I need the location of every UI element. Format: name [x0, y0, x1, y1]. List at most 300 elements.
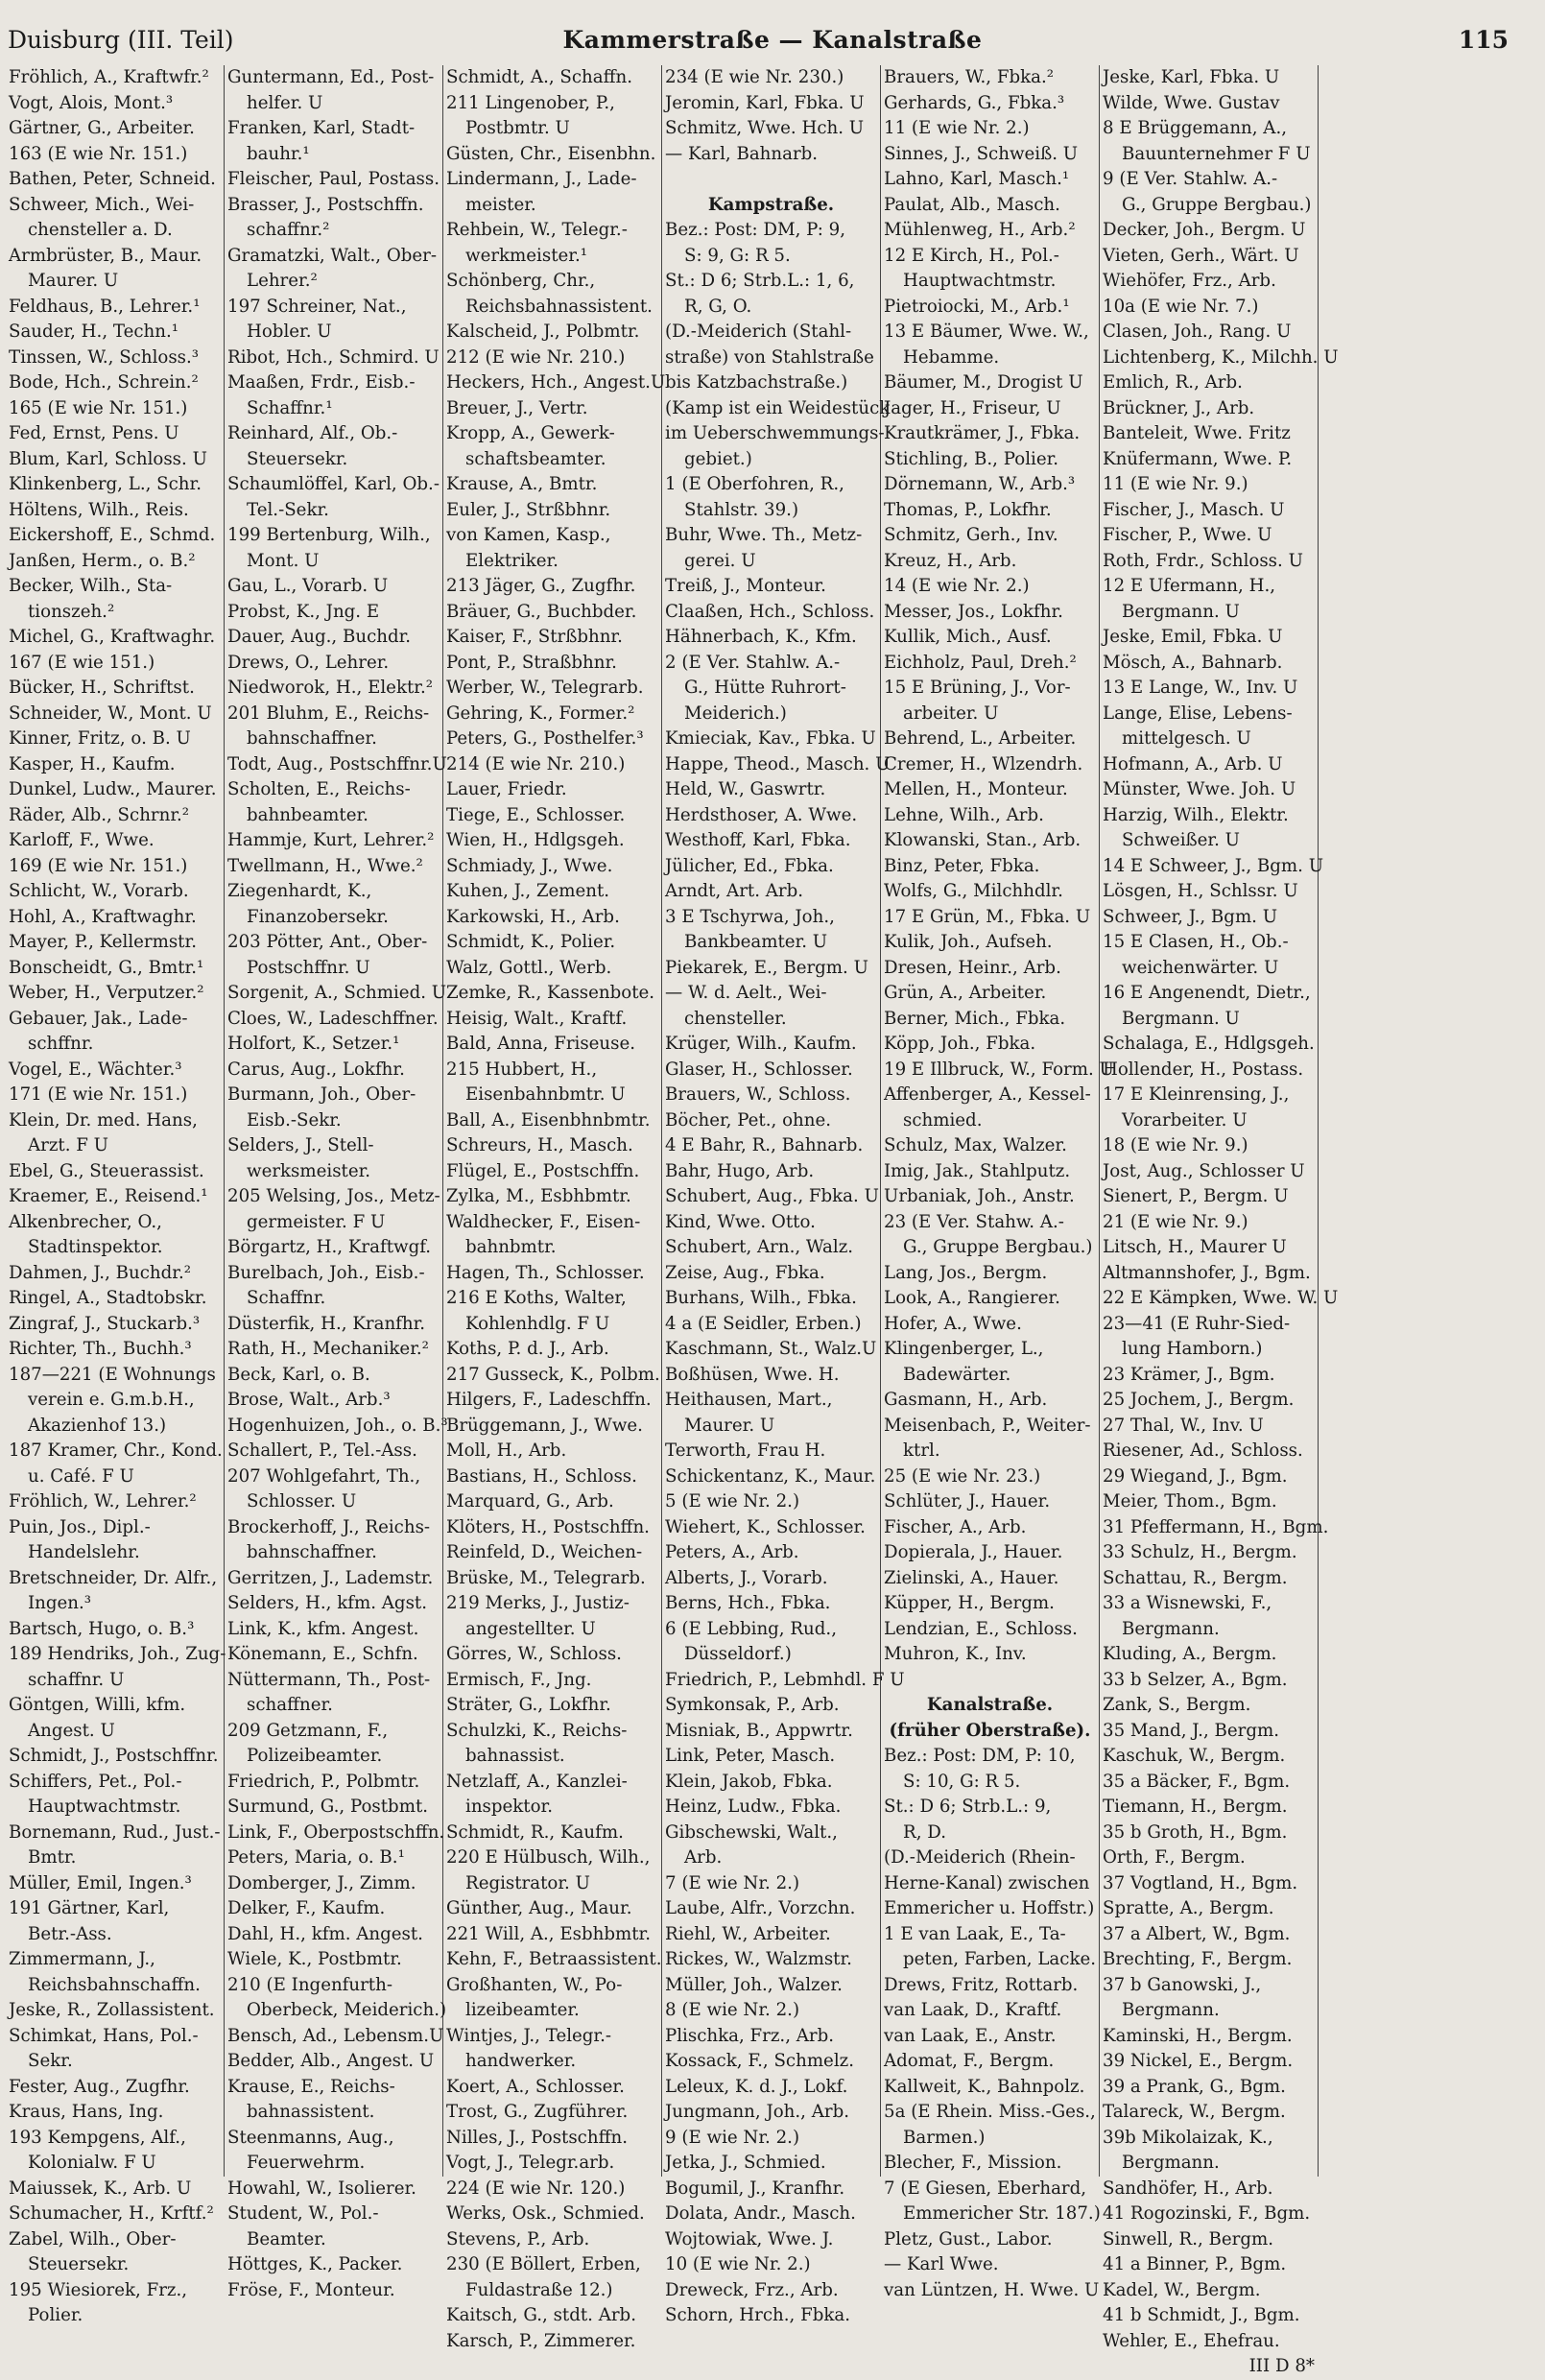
directory-entry-line: 199 Bertenburg, Wilh.,: [227, 525, 431, 545]
directory-entry-line: Burmann, Joh., Ober-: [227, 1084, 416, 1105]
directory-entry-line: straße) von Stahlstraße: [665, 346, 874, 368]
directory-entry-line: (D.-Meiderich (Stahl-: [665, 321, 852, 342]
directory-entry-line: Vogel, E., Wächter.³: [9, 1059, 182, 1080]
directory-entry-line: Krautkrämer, J., Fbka.: [884, 423, 1081, 443]
directory-entry-line: Fröhlich, A., Kraftwfr.²: [9, 67, 209, 87]
directory-entry-line: Messer, Jos., Lokfhr.: [884, 601, 1063, 622]
directory-entry-line: Göntgen, Willi, kfm.: [9, 1695, 186, 1715]
directory-entry-line: schaffner.: [247, 1695, 333, 1715]
directory-entry-line: Kluding, A., Bergm.: [1103, 1644, 1277, 1664]
directory-entry-line: 10a (E wie Nr. 7.): [1103, 296, 1259, 317]
directory-entry-line: Fed, Ernst, Pens. U: [9, 423, 179, 443]
directory-entry-line: Buhr, Wwe. Th., Metz-: [665, 525, 863, 545]
directory-entry-line: Bez.: Post: DM, P: 9,: [665, 220, 846, 240]
directory-entry-line: Dolata, Andr., Masch.: [665, 2203, 856, 2224]
directory-entry-line: Jungmann, Joh., Arb.: [665, 2102, 849, 2122]
directory-entry-line: Schallert, P., Tel.-Ass.: [227, 1440, 417, 1461]
directory-entry-line: Dahmen, J., Buchdr.²: [9, 1262, 192, 1283]
directory-entry-line: Decker, Joh., Bergm. U: [1103, 220, 1306, 240]
directory-entry-line: im Ueberschwemmungs-: [665, 423, 885, 443]
directory-entry-line: Gau, L., Vorarb. U: [227, 576, 389, 596]
directory-entry-line: Bald, Anna, Friseuse.: [446, 1034, 636, 1054]
directory-entry-line: 169 (E wie Nr. 151.): [9, 855, 188, 876]
directory-entry-line: Hauptwachtmstr.: [28, 1797, 181, 1817]
directory-entry-line: Werks, Osk., Schmied.: [446, 2203, 645, 2224]
directory-entry-line: Probst, K., Jng. E: [227, 601, 380, 622]
directory-entry-line: Schmidt, R., Kaufm.: [446, 1821, 624, 1843]
directory-entry-line: 21 (E wie Nr. 9.): [1103, 1211, 1248, 1232]
directory-entry-line: van Lüntzen, H. Wwe. U: [884, 2279, 1100, 2300]
directory-entry-line: Handelslehr.: [28, 1542, 140, 1562]
directory-entry-line: Bäumer, M., Drogist U: [884, 372, 1083, 393]
directory-entry-line: Dahl, H., kfm. Angest.: [227, 1923, 423, 1944]
directory-entry-line: Wehler, E., Ehefrau.: [1103, 2330, 1280, 2351]
directory-entry-line: Symkonsak, P., Arb.: [665, 1695, 840, 1715]
directory-entry-line: Finanzobersekr.: [247, 906, 389, 927]
directory-entry-line: 1 E van Laak, E., Ta-: [884, 1923, 1066, 1944]
directory-entry-line: Bahr, Hugo, Arb.: [665, 1160, 815, 1181]
directory-entry-line: — W. d. Aelt., Wei-: [665, 983, 827, 1003]
directory-entry-line: 15 E Brüning, J., Vor-: [884, 678, 1071, 698]
directory-entry-line: 17 E Kleinrensing, J.,: [1103, 1084, 1290, 1105]
directory-entry-line: Wiehert, K., Schlosser.: [665, 1516, 866, 1537]
directory-entry-line: Dunkel, Ludw., Maurer.: [9, 779, 217, 799]
directory-entry-line: Münster, Wwe. Joh. U: [1103, 779, 1296, 799]
directory-entry-line: Lange, Elise, Lebens-: [1103, 702, 1293, 724]
directory-entry-line: Kasper, H., Kaufm.: [9, 753, 176, 774]
directory-entry-line: Bathen, Peter, Schneid.: [9, 169, 216, 189]
directory-entry-line: Kullik, Mich., Ausf.: [884, 627, 1052, 647]
directory-entry-line: Bez.: Post: DM, P: 10,: [884, 1746, 1076, 1766]
directory-entry-line: Lendzian, E., Schloss.: [884, 1618, 1078, 1639]
directory-entry-line: Becker, Wilh., Sta-: [9, 576, 173, 596]
directory-entry-line: mittelgesch. U: [1122, 728, 1251, 749]
directory-entry-line: Vorarbeiter. U: [1122, 1109, 1248, 1130]
directory-entry-line: Jülicher, Ed., Fbka.: [665, 855, 834, 876]
directory-entry-line: 209 Getzmann, F.,: [227, 1720, 389, 1741]
directory-entry-line: Stichling, B., Polier.: [884, 448, 1059, 469]
directory-entry-line: Link, Peter, Masch.: [665, 1746, 836, 1766]
directory-entry-line: helfer. U: [247, 92, 323, 113]
directory-entry-line: 11 (E wie Nr. 9.): [1103, 474, 1248, 494]
directory-entry-line: Großhanten, W., Po-: [446, 1974, 623, 1995]
directory-entry-line: Kehn, F., Betraassistent.: [446, 1949, 662, 1969]
directory-entry-line: 22 E Kämpken, Wwe. W. U: [1103, 1288, 1339, 1308]
directory-entry-line: Fröhlich, W., Lehrer.²: [9, 1491, 197, 1511]
directory-entry-line: Trost, G., Zugführer.: [446, 2102, 629, 2122]
directory-entry-line: Michel, G., Kraftwaghr.: [9, 627, 216, 647]
directory-entry-line: 7 (E Giesen, Eberhard,: [884, 2178, 1087, 2199]
directory-entry-line: Beck, Karl, o. B.: [227, 1364, 370, 1385]
directory-entry-line: Lauer, Friedr.: [446, 779, 567, 799]
directory-entry-line: Pletz, Gust., Labor.: [884, 2228, 1053, 2249]
directory-entry-line: Karloff, F., Wwe.: [9, 830, 154, 850]
directory-entry-line: Schreurs, H., Masch.: [446, 1135, 633, 1155]
directory-entry-line: Mellen, H., Monteur.: [884, 779, 1068, 799]
directory-entry-line: Koert, A., Schlosser.: [446, 2076, 625, 2097]
directory-entry-line: G., Gruppe Bergbau.): [903, 1237, 1093, 1257]
directory-entry-line: 203 Pötter, Ant., Ober-: [227, 932, 428, 952]
directory-entry-line: 4 a (E Seidler, Erben.): [665, 1313, 862, 1334]
directory-entry-line: Kmieciak, Kav., Fbka. U: [665, 728, 876, 749]
directory-entry-line: Krause, A., Bmtr.: [446, 474, 598, 494]
directory-entry-line: Eisenbahnbmtr. U: [465, 1084, 626, 1105]
directory-entry-line: 33 a Wisnewski, F.,: [1103, 1593, 1272, 1613]
directory-entry-line: Wiele, K., Postbmtr.: [227, 1949, 402, 1969]
directory-entry-line: Klöters, H., Postschffn.: [446, 1516, 650, 1537]
directory-entry-line: 165 (E wie Nr. 151.): [9, 397, 188, 418]
directory-entry-line: Gerritzen, J., Lademstr.: [227, 1567, 434, 1588]
directory-entry-line: Schlüter, J., Hauer.: [884, 1491, 1051, 1511]
directory-entry-line: Eickershoff, E., Schmd.: [9, 525, 216, 545]
directory-entry-line: 189 Hendriks, Joh., Zug-: [9, 1644, 226, 1664]
directory-entry-line: Bensch, Ad., Lebensm.U: [227, 2025, 444, 2046]
directory-entry-line: van Laak, E., Anstr.: [884, 2025, 1057, 2046]
directory-entry-line: Talareck, W., Bergm.: [1103, 2102, 1286, 2122]
directory-entry-line: Schmitz, Wwe. Hch. U: [665, 118, 865, 138]
directory-entry-line: Mont. U: [247, 550, 320, 571]
directory-entry-line: Sauder, H., Techn.¹: [9, 321, 179, 342]
directory-entry-line: Wojtowiak, Wwe. J.: [665, 2228, 834, 2249]
directory-entry-line: Schmidt, K., Polier.: [446, 932, 616, 952]
directory-entry-line: Kaiser, F., Strßbhnr.: [446, 627, 623, 647]
directory-entry-line: Sinnes, J., Schweiß. U: [884, 143, 1079, 164]
directory-entry-line: Hauptwachtmstr.: [903, 271, 1057, 291]
directory-entry-line: Walz, Gottl., Werb.: [446, 957, 612, 978]
directory-entry-line: Litsch, H., Maurer U: [1103, 1237, 1287, 1257]
directory-entry-line: S: 9, G: R 5.: [684, 245, 791, 266]
directory-entry-line: 16 E Angenendt, Dietr.,: [1103, 983, 1311, 1003]
directory-entry-line: Emmericher Str. 187.): [903, 2203, 1101, 2224]
directory-entry-line: Affenberger, A., Kessel-: [884, 1084, 1091, 1105]
directory-entry-line: tionszeh.²: [28, 601, 115, 622]
directory-entry-line: Elektriker.: [465, 550, 559, 571]
directory-entry-line: Meiderich.): [684, 702, 787, 724]
directory-column-7: [1319, 65, 1537, 2177]
directory-entry-line: Altmannshofer, J., Bgm.: [1103, 1262, 1311, 1283]
directory-entry-line: schffnr.: [28, 1034, 94, 1054]
directory-entry-line: verein e. G.m.b.H.,: [28, 1390, 195, 1410]
directory-entry-line: 214 (E wie Nr. 210.): [446, 753, 626, 774]
directory-entry-line: Peters, Maria, o. B.¹: [227, 1847, 405, 1868]
directory-entry-line: bis Katzbachstraße.): [665, 372, 848, 393]
directory-entry-line: Gramatzki, Walt., Ober-: [227, 245, 438, 266]
directory-entry-line: Schmidt, A., Schaffn.: [446, 67, 633, 87]
directory-entry-line: Schumacher, H., Krftf.²: [9, 2203, 214, 2224]
directory-entry-line: Look, A., Rangierer.: [884, 1288, 1060, 1308]
directory-entry-line: 41 b Schmidt, J., Bgm.: [1103, 2305, 1300, 2325]
directory-entry-line: Wilde, Wwe. Gustav: [1103, 92, 1280, 113]
directory-entry-line: Oberbeck, Meiderich.): [247, 2000, 447, 2020]
directory-entry-line: Tinssen, W., Schloss.³: [9, 346, 200, 368]
directory-entry-line: St.: D 6; Strb.L.: 1, 6,: [665, 271, 855, 291]
directory-entry-line: Zank, S., Bergm.: [1103, 1695, 1251, 1715]
directory-entry-line: Waldhecker, F., Eisen-: [446, 1211, 641, 1232]
directory-entry-line: 4 E Bahr, R., Bahnarb.: [665, 1135, 864, 1155]
directory-entry-line: Schattau, R., Bergm.: [1103, 1567, 1288, 1588]
directory-entry-line: Peters, A., Arb.: [665, 1542, 799, 1562]
directory-entry-line: Zimmermann, J.,: [9, 1949, 155, 1969]
directory-entry-line: Stadtinspektor.: [28, 1237, 163, 1257]
directory-entry-line: bahnschaffner.: [247, 728, 377, 749]
directory-entry-line: Roth, Frdr., Schloss. U: [1103, 550, 1303, 571]
directory-entry-line: Banteleit, Wwe. Fritz: [1103, 423, 1291, 443]
directory-entry-line: 35 b Groth, H., Bgm.: [1103, 1821, 1288, 1843]
directory-entry-line: Sandhöfer, H., Arb.: [1103, 2178, 1273, 2199]
directory-entry-line: Akazienhof 13.): [28, 1415, 167, 1436]
directory-entry-line: Tiemann, H., Bergm.: [1103, 1797, 1288, 1817]
directory-entry-line: meister.: [465, 194, 536, 215]
directory-entry-line: Mösch, A., Bahnarb.: [1103, 652, 1283, 673]
directory-entry-line: Link, K., kfm. Angest.: [227, 1618, 419, 1639]
directory-entry-line: 3 E Tschyrwa, Joh.,: [665, 906, 835, 927]
directory-entry-line: Laube, Alfr., Vorzchn.: [665, 1898, 856, 1918]
directory-entry-line: Bastians, H., Schloss.: [446, 1465, 637, 1487]
directory-entry-line: Zeise, Aug., Fbka.: [665, 1262, 825, 1283]
directory-entry-line: Zemke, R., Kassenbote.: [446, 983, 655, 1003]
directory-entry-line: Knüfermann, Wwe. P.: [1103, 448, 1293, 469]
directory-entry-line: 39 a Prank, G., Bgm.: [1103, 2076, 1286, 2097]
directory-entry-line: 1 (E Oberfohren, R.,: [665, 474, 844, 494]
directory-entry-line: 216 E Koths, Walter,: [446, 1288, 627, 1308]
street-heading: Kampstraße.: [707, 194, 835, 215]
directory-entry-line: Riesener, Ad., Schloss.: [1103, 1440, 1303, 1461]
directory-entry-line: S: 10, G: R 5.: [903, 1771, 1021, 1792]
directory-entry-line: Klein, Dr. med. Hans,: [9, 1109, 198, 1130]
directory-entry-line: 12 E Ufermann, H.,: [1103, 576, 1276, 596]
directory-columns: [6, 65, 1539, 2376]
directory-entry-line: Emlich, R., Arb.: [1103, 372, 1243, 393]
directory-entry-line: Lehrer.²: [247, 271, 318, 291]
directory-entry-line: Bmtr.: [28, 1847, 77, 1868]
directory-entry-line: Bergmann.: [1122, 2000, 1220, 2020]
directory-entry-line: Leleux, K. d. J., Lokf.: [665, 2076, 848, 2097]
directory-entry-line: Held, W., Gaswrtr.: [665, 779, 826, 799]
directory-entry-line: Imig, Jak., Stahlputz.: [884, 1160, 1071, 1181]
directory-entry-line: 27 Thal, W., Inv. U: [1103, 1415, 1264, 1436]
directory-entry-line: 167 (E wie 151.): [9, 652, 155, 673]
directory-entry-line: Netzlaff, A., Kanzlei-: [446, 1771, 628, 1792]
directory-column-5: [881, 65, 1114, 2300]
directory-entry-line: Dopierala, J., Hauer.: [884, 1542, 1063, 1562]
directory-entry-line: Stevens, P., Arb.: [446, 2228, 590, 2249]
directory-entry-line: Bankbeamter. U: [684, 932, 828, 952]
directory-entry-line: Klein, Jakob, Fbka.: [665, 1771, 833, 1792]
directory-entry-line: Kinner, Fritz, o. B. U: [9, 728, 191, 749]
header-page-number: 115: [1458, 26, 1509, 54]
directory-entry-line: Schlicht, W., Vorarb.: [9, 881, 189, 901]
directory-entry-line: Jeske, Emil, Fbka. U: [1103, 627, 1283, 647]
directory-entry-line: Burhans, Wilh., Fbka.: [665, 1288, 857, 1308]
directory-entry-line: 14 (E wie Nr. 2.): [884, 576, 1030, 596]
directory-entry-line: Klowanski, Stan., Arb.: [884, 830, 1082, 850]
directory-entry-line: Hagen, Th., Schlosser.: [446, 1262, 645, 1283]
directory-entry-line: Plischka, Frz., Arb.: [665, 2025, 835, 2046]
directory-entry-line: 2 (E Ver. Stahlw. A.-: [665, 652, 841, 673]
directory-entry-line: 11 (E wie Nr. 2.): [884, 118, 1030, 138]
directory-entry-line: Schlosser. U: [247, 1491, 357, 1511]
directory-entry-line: Puin, Jos., Dipl.-: [9, 1516, 151, 1537]
directory-entry-line: G., Gruppe Bergbau.): [1122, 194, 1312, 215]
directory-entry-line: Hollender, H., Postass.: [1103, 1059, 1304, 1080]
directory-entry-line: 23 (E Ver. Stahw. A.-: [884, 1211, 1064, 1232]
directory-entry-line: Misniak, B., Appwrtr.: [665, 1720, 853, 1741]
directory-entry-line: Hilgers, F., Ladeschffn.: [446, 1390, 652, 1410]
directory-entry-line: 201 Bluhm, E., Reichs-: [227, 702, 430, 724]
street-heading: Kanalstraße.: [926, 1695, 1054, 1715]
directory-entry-line: Jeromin, Karl, Fbka. U: [665, 92, 865, 113]
directory-entry-line: Hohl, A., Kraftwaghr.: [9, 906, 197, 927]
directory-entry-line: Maiussek, K., Arb. U: [9, 2178, 192, 2199]
directory-entry-line: Wolfs, G., Milchhdlr.: [884, 881, 1063, 901]
directory-entry-line: Güsten, Chr., Eisenbhn.: [446, 143, 656, 164]
directory-entry-line: chensteller.: [684, 1008, 787, 1029]
directory-entry-line: Eisb.-Sekr.: [247, 1109, 342, 1130]
directory-entry-line: Claaßen, Hch., Schloss.: [665, 601, 875, 622]
directory-entry-line: werkmeister.¹: [465, 245, 588, 266]
directory-entry-line: Treiß, J., Monteur.: [665, 576, 826, 596]
directory-entry-line: Blum, Karl, Schloss. U: [9, 448, 207, 469]
directory-entry-line: Friedrich, P., Polbmtr.: [227, 1771, 420, 1792]
directory-entry-line: Fester, Aug., Zugfhr.: [9, 2076, 190, 2097]
directory-entry-line: van Laak, D., Kraftf.: [884, 2000, 1062, 2020]
directory-entry-line: Clasen, Joh., Rang. U: [1103, 321, 1292, 342]
directory-entry-line: Steuersekr.: [28, 2254, 130, 2274]
directory-entry-line: Wiehöfer, Frz., Arb.: [1103, 271, 1276, 291]
directory-entry-line: Selders, H., kfm. Agst.: [227, 1593, 428, 1613]
directory-entry-line: Fischer, P., Wwe. U: [1103, 525, 1272, 545]
directory-entry-line: Grün, A., Arbeiter.: [884, 983, 1047, 1003]
directory-entry-line: Todt, Aug., Postschffnr.U: [227, 753, 447, 774]
directory-entry-line: 29 Wiegand, J., Bgm.: [1103, 1465, 1288, 1487]
directory-entry-line: Kaschmann, St., Walz.U: [665, 1339, 877, 1359]
directory-entry-line: Zielinski, A., Hauer.: [884, 1567, 1059, 1588]
directory-entry-line: 224 (E wie Nr. 120.): [446, 2178, 626, 2199]
directory-entry-line: Brechting, F., Bergm.: [1103, 1949, 1293, 1969]
directory-entry-line: Bergmann. U: [1122, 1008, 1240, 1029]
directory-entry-line: Kohlenhdlg. F U: [465, 1313, 610, 1334]
directory-entry-line: Steenmanns, Aug.,: [227, 2127, 394, 2148]
directory-entry-line: Betr.-Ass.: [28, 1923, 112, 1944]
directory-entry-line: Reinhard, Alf., Ob.-: [227, 423, 398, 443]
directory-entry-line: Sekr.: [28, 2051, 73, 2071]
directory-entry-line: Kossack, F., Schmelz.: [665, 2051, 855, 2071]
directory-entry-line: Lindermann, J., Lade-: [446, 169, 637, 189]
directory-entry-line: Piekarek, E., Bergm. U: [665, 957, 868, 978]
header-street-range: Kammerstraße — Kanalstraße: [562, 26, 983, 54]
directory-entry-line: Krüger, Wilh., Kaufm.: [665, 1034, 857, 1054]
directory-entry-line: Bogumil, J., Kranfhr.: [665, 2178, 845, 2199]
directory-entry-line: Gärtner, G., Arbeiter.: [9, 118, 195, 138]
directory-entry-line: Gehring, K., Former.²: [446, 702, 635, 724]
directory-entry-line: (Kamp ist ein Weidestück: [665, 397, 891, 418]
directory-entry-line: lizeibeamter.: [465, 2000, 580, 2020]
directory-entry-line: Jager, H., Friseur, U: [884, 397, 1061, 418]
directory-entry-line: Postschffnr. U: [247, 957, 370, 978]
directory-entry-line: Höttges, K., Packer.: [227, 2254, 403, 2274]
directory-entry-line: Lichtenberg, K., Milchh. U: [1103, 346, 1339, 368]
directory-entry-line: Schalaga, E., Hdlgsgeh.: [1103, 1034, 1315, 1054]
directory-entry-line: Postbmtr. U: [465, 118, 570, 138]
directory-entry-line: schmied.: [903, 1109, 983, 1130]
directory-entry-line: Schweer, Mich., Wei-: [9, 194, 195, 215]
directory-entry-line: peten, Farben, Lacke.: [903, 1949, 1097, 1969]
directory-entry-line: Kaitsch, G., stdt. Arb.: [446, 2305, 636, 2325]
directory-entry-line: Hofmann, A., Arb. U: [1103, 753, 1283, 774]
directory-entry-line: Müller, Emil, Ingen.³: [9, 1872, 192, 1893]
directory-entry-line: Werber, W., Telegrarb.: [446, 678, 644, 698]
directory-entry-line: Arzt. F U: [28, 1135, 109, 1155]
directory-entry-line: Könemann, E., Schfn.: [227, 1644, 418, 1664]
directory-entry-line: Heinz, Ludw., Fbka.: [665, 1797, 842, 1817]
directory-entry-line: Cloes, W., Ladeschffner.: [227, 1008, 439, 1029]
directory-entry-line: Schaumlöffel, Karl, Ob.-: [227, 474, 440, 494]
directory-entry-line: 193 Kempgens, Alf.,: [9, 2127, 186, 2148]
directory-entry-line: 7 (E wie Nr. 2.): [665, 1872, 800, 1893]
directory-entry-line: 163 (E wie Nr. 151.): [9, 143, 188, 164]
directory-entry-line: Brauers, W., Schloss.: [665, 1084, 851, 1105]
directory-entry-line: Gebauer, Jak., Lade-: [9, 1008, 188, 1029]
directory-entry-line: 219 Merks, J., Justiz-: [446, 1593, 630, 1613]
directory-entry-line: Räder, Alb., Schrnr.²: [9, 804, 190, 825]
directory-entry-line: Janßen, Herm., o. B.²: [9, 550, 196, 571]
directory-entry-line: gebiet.): [684, 448, 752, 469]
directory-entry-line: Dresen, Heinr., Arb.: [884, 957, 1061, 978]
directory-entry-line: Arb.: [684, 1847, 723, 1868]
directory-entry-line: Schaffnr.: [247, 1288, 326, 1308]
directory-entry-line: schaffnr. U: [28, 1669, 125, 1690]
directory-entry-line: bahnbmtr.: [465, 1237, 557, 1257]
directory-entry-line: 13 E Bäumer, Wwe. W.,: [884, 321, 1089, 342]
directory-entry-line: Schickentanz, K., Maur.: [665, 1465, 876, 1487]
directory-entry-line: Vogt, Alois, Mont.³: [9, 92, 174, 113]
directory-entry-line: 37 Vogtland, H., Bgm.: [1103, 1872, 1298, 1893]
directory-entry-line: Euler, J., Strßbhnr.: [446, 499, 611, 520]
directory-entry-line: 212 (E wie Nr. 210.): [446, 346, 626, 368]
directory-entry-line: Klingenberger, L.,: [884, 1339, 1044, 1359]
directory-entry-line: Blecher, F., Mission.: [884, 2153, 1062, 2173]
directory-entry-line: Dörnemann, W., Arb.³: [884, 474, 1076, 494]
directory-entry-line: Orth, F., Bergm.: [1103, 1847, 1246, 1868]
directory-entry-line: Hähnerbach, K., Kfm.: [665, 627, 857, 647]
directory-entry-line: 6 (E Lebbing, Rud.,: [665, 1618, 837, 1639]
directory-entry-line: 197 Schreiner, Nat.,: [227, 296, 407, 317]
directory-entry-line: Twellmann, H., Wwe.²: [227, 855, 423, 876]
directory-column-3: [443, 65, 666, 2351]
directory-entry-line: 5a (E Rhein. Miss.-Ges.,: [884, 2102, 1096, 2122]
directory-entry-line: 9 (E Ver. Stahlw. A.-: [1103, 169, 1278, 189]
directory-entry-line: Scholten, E., Reichs-: [227, 779, 411, 799]
directory-entry-line: Schimkat, Hans, Pol.-: [9, 2025, 199, 2046]
directory-entry-line: Pietroiocki, M., Arb.¹: [884, 296, 1070, 317]
directory-entry-line: Reichsbahnschaffn.: [28, 1974, 201, 1995]
directory-entry-line: Eichholz, Paul, Dreh.²: [884, 652, 1077, 673]
directory-entry-line: chensteller a. D.: [28, 220, 173, 240]
directory-entry-line: 215 Hubbert, H.,: [446, 1059, 598, 1080]
directory-entry-line: Alkenbrecher, O.,: [9, 1211, 162, 1232]
directory-entry-line: Hobler. U: [247, 321, 332, 342]
directory-entry-line: Kraemer, E., Reisend.¹: [9, 1186, 208, 1206]
directory-entry-line: Jost, Aug., Schlosser U: [1103, 1160, 1305, 1181]
directory-entry-line: Polizeibeamter.: [247, 1746, 383, 1766]
directory-entry-line: Kraus, Hans, Ing.: [9, 2102, 164, 2122]
directory-entry-line: 213 Jäger, G., Zugfhr.: [446, 576, 636, 596]
directory-entry-line: 220 E Hülbusch, Wilh.,: [446, 1847, 651, 1868]
directory-entry-line: Westhoff, Karl, Fbka.: [665, 830, 851, 850]
directory-entry-line: Bartsch, Hugo, o. B.³: [9, 1618, 195, 1639]
directory-entry-line: Hofer, A., Wwe.: [884, 1313, 1022, 1334]
directory-entry-line: Brauers, W., Fbka.²: [884, 67, 1055, 87]
